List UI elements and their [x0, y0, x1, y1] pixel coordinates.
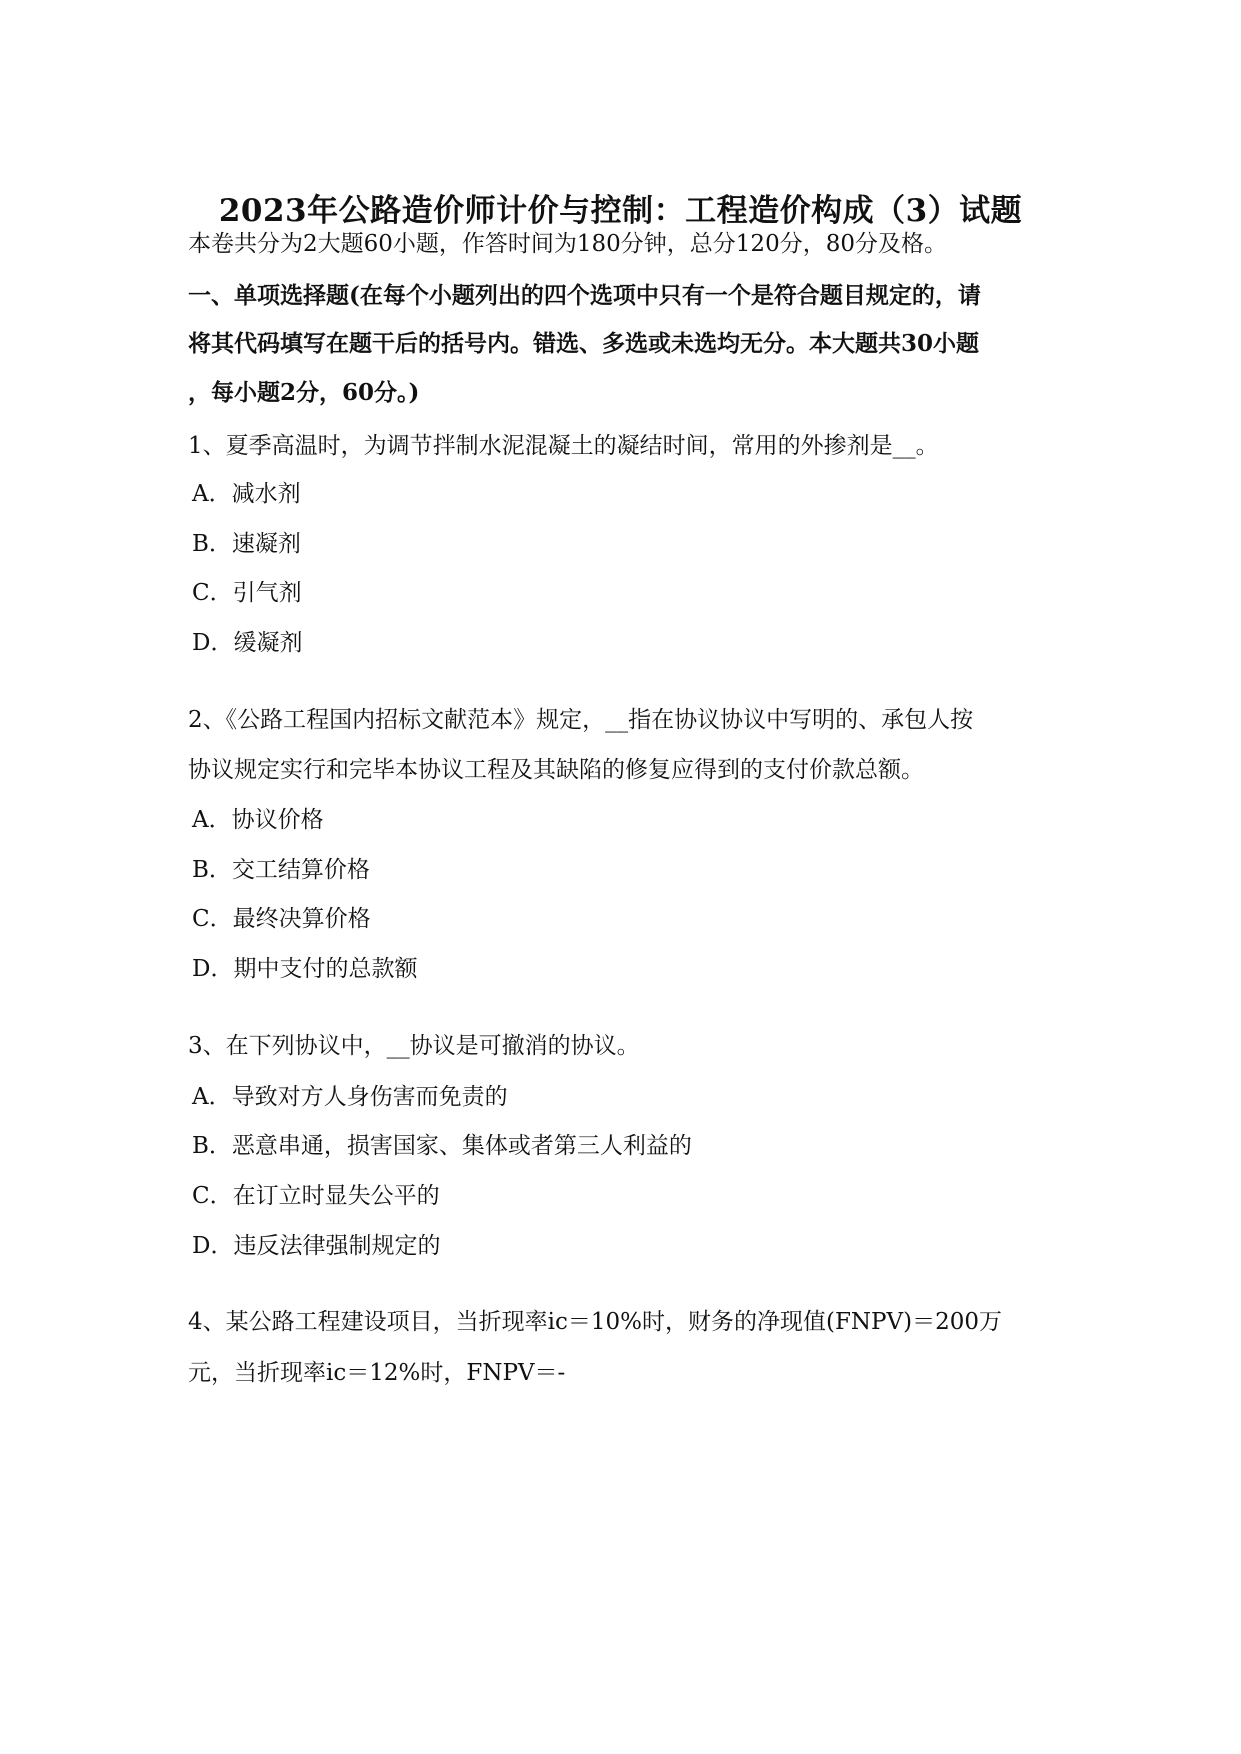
question-1-stem: 1、夏季高温时，为调节拌制水泥混凝土的凝结时间，常用的外掺剂是__。 [188, 433, 939, 459]
section-heading-line-3: ，每小题2分，60分。) [188, 379, 420, 406]
question-2-option-a: A．协议价格 [192, 807, 324, 833]
question-4-stem-line-2: 元，当折现率ic＝12%时，FNPV＝- [188, 1360, 566, 1386]
page-title: 2023年公路造价师计价与控制：工程造价构成（3）试题 [218, 193, 1023, 229]
question-3-stem: 3、在下列协议中，__协议是可撤消的协议。 [188, 1033, 640, 1059]
question-3-option-b: B．恶意串通，损害国家、集体或者第三人利益的 [192, 1133, 692, 1159]
question-2-option-c: C．最终决算价格 [192, 906, 371, 932]
question-2-option-b: B．交工结算价格 [192, 857, 370, 883]
question-2-stem-line-2: 协议规定实行和完毕本协议工程及其缺陷的修复应得到的支付价款总额。 [188, 757, 924, 783]
question-2-stem-line-1: 2、《公路工程国内招标文献范本》规定，__指在协议协议中写明的、承包人按 [188, 707, 974, 733]
section-heading-line-2: 将其代码填写在题干后的括号内。错选、多选或未选均无分。本大题共30小题 [188, 330, 980, 357]
question-3-option-d: D．违反法律强制规定的 [192, 1233, 441, 1259]
question-3-option-a: A．导致对方人身伤害而免责的 [192, 1084, 508, 1110]
question-4-stem-line-1: 4、某公路工程建设项目，当折现率ic＝10%时，财务的净现值(FNPV)＝200万 [188, 1309, 1003, 1335]
question-3-option-c: C．在订立时显失公平的 [192, 1183, 440, 1209]
question-2-option-d: D．期中支付的总款额 [192, 956, 418, 982]
question-1-option-b: B．速凝剂 [192, 531, 301, 557]
intro-text: 本卷共分为2大题60小题，作答时间为180分钟，总分120分，80分及格。 [188, 231, 947, 257]
question-1-option-d: D．缓凝剂 [192, 630, 303, 656]
question-1-option-a: A．减水剂 [192, 481, 301, 507]
section-heading-line-1: 一、单项选择题(在每个小题列出的四个选项中只有一个是符合题目规定的，请 [188, 282, 981, 309]
question-1-option-c: C．引气剂 [192, 580, 302, 606]
